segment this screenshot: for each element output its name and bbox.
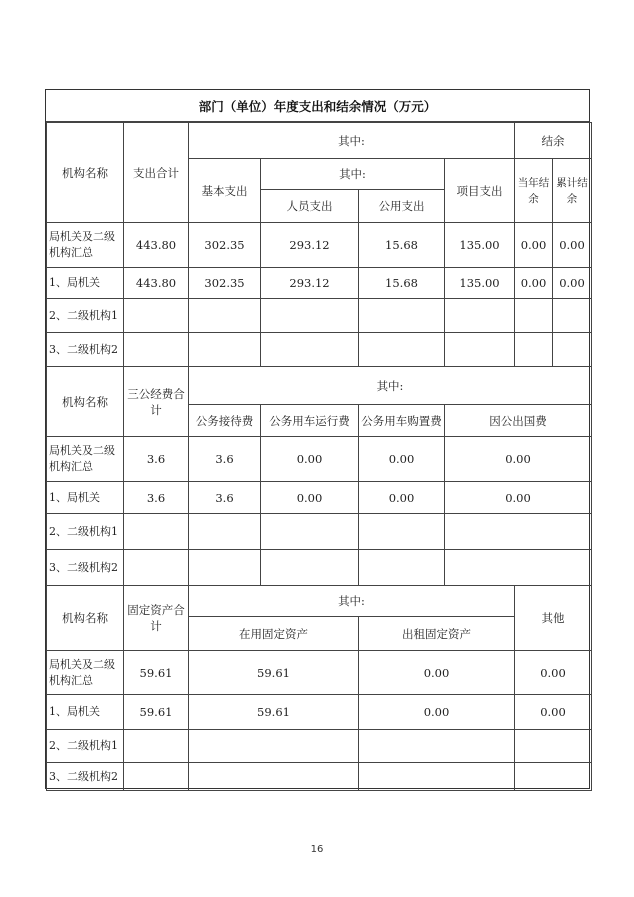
row-org-name: 1、局机关 (47, 268, 124, 299)
cell-other (515, 763, 592, 791)
table-row (47, 763, 592, 791)
cell-in-use: 59.61 (189, 651, 359, 695)
cell-car-operation (261, 514, 359, 550)
fixed-assets-table (46, 585, 592, 791)
cell-reception: 3.6 (189, 482, 261, 514)
row-org-name: 3、二级机构2 (47, 333, 124, 367)
header-of-which: 其中: (189, 367, 592, 405)
cell-cumulative (553, 333, 592, 367)
cell-project: 135.00 (445, 223, 515, 268)
cell-cumulative: 0.00 (553, 268, 592, 299)
cell-in-use (189, 730, 359, 763)
cell-abroad (445, 514, 592, 550)
row-org-name: 局机关及二级机构汇总 (47, 437, 124, 482)
cell-cumulative: 0.00 (553, 223, 592, 268)
row-org-name: 3、二级机构2 (47, 763, 124, 791)
header-public-expenditure: 公用支出 (359, 190, 445, 223)
cell-reception (189, 514, 261, 550)
page-number: 16 (310, 844, 324, 855)
header-in-use-assets: 在用固定资产 (189, 617, 359, 651)
header-fixed-assets-total: 固定资产合计 (124, 586, 189, 651)
cell-personnel (261, 299, 359, 333)
cell-car-purchase: 0.00 (359, 437, 445, 482)
cell-public: 15.68 (359, 223, 445, 268)
cell-public (359, 333, 445, 367)
cell-total (124, 763, 189, 791)
header-car-purchase: 公务用车购置费 (359, 405, 445, 437)
cell-abroad: 0.00 (445, 482, 592, 514)
report-title: 部门（单位）年度支出和结余情况（万元） (46, 90, 589, 122)
cell-basic (189, 333, 261, 367)
header-cumulative-balance: 累计结余 (553, 159, 592, 223)
cell-current (515, 299, 553, 333)
cell-car-purchase: 0.00 (359, 482, 445, 514)
cell-car-purchase (359, 550, 445, 586)
cell-in-use (189, 763, 359, 791)
table-row (47, 268, 592, 299)
expenditure-table (46, 122, 592, 367)
header-balance: 结余 (515, 123, 592, 159)
row-org-name: 局机关及二级机构汇总 (47, 651, 124, 695)
header-of-which-basic: 其中: (261, 159, 445, 190)
cell-total: 443.80 (124, 223, 189, 268)
cell-project (445, 299, 515, 333)
cell-total: 3.6 (124, 482, 189, 514)
header-current-year-balance: 当年结余 (515, 159, 553, 223)
cell-rented (359, 730, 515, 763)
cell-car-operation (261, 550, 359, 586)
cell-current: 0.00 (515, 223, 553, 268)
table-row (47, 299, 592, 333)
table-row (47, 333, 592, 367)
cell-in-use: 59.61 (189, 695, 359, 730)
cell-project: 135.00 (445, 268, 515, 299)
cell-current: 0.00 (515, 268, 553, 299)
table-row (47, 223, 592, 268)
row-org-name: 2、二级机构1 (47, 730, 124, 763)
header-org-name: 机构名称 (47, 123, 124, 223)
header-total-expenditure: 支出合计 (124, 123, 189, 223)
cell-abroad (445, 550, 592, 586)
three-public-expenses-table (46, 366, 592, 586)
table-row (47, 514, 592, 550)
cell-total: 3.6 (124, 437, 189, 482)
cell-total (124, 514, 189, 550)
cell-total (124, 299, 189, 333)
cell-car-operation: 0.00 (261, 482, 359, 514)
cell-total (124, 550, 189, 586)
table-row (47, 730, 592, 763)
header-car-operation: 公务用车运行费 (261, 405, 359, 437)
cell-total (124, 333, 189, 367)
cell-personnel: 293.12 (261, 223, 359, 268)
row-org-name: 2、二级机构1 (47, 299, 124, 333)
cell-other: 0.00 (515, 651, 592, 695)
cell-basic: 302.35 (189, 268, 261, 299)
cell-reception (189, 550, 261, 586)
header-other: 其他 (515, 586, 592, 651)
cell-rented: 0.00 (359, 695, 515, 730)
cell-personnel: 293.12 (261, 268, 359, 299)
cell-project (445, 333, 515, 367)
report-sheet (45, 89, 590, 789)
cell-basic: 302.35 (189, 223, 261, 268)
header-abroad: 因公出国费 (445, 405, 592, 437)
header-personnel-expenditure: 人员支出 (261, 190, 359, 223)
header-project-expenditure: 项目支出 (445, 159, 515, 223)
cell-basic (189, 299, 261, 333)
table-row (47, 695, 592, 730)
table-row (47, 651, 592, 695)
header-of-which: 其中: (189, 586, 515, 617)
header-three-public-total: 三公经费合计 (124, 367, 189, 437)
header-reception: 公务接待费 (189, 405, 261, 437)
cell-current (515, 333, 553, 367)
header-of-which: 其中: (189, 123, 515, 159)
row-org-name: 局机关及二级机构汇总 (47, 223, 124, 268)
table-row (47, 550, 592, 586)
cell-personnel (261, 333, 359, 367)
cell-rented (359, 763, 515, 791)
cell-cumulative (553, 299, 592, 333)
cell-public (359, 299, 445, 333)
cell-other: 0.00 (515, 695, 592, 730)
header-basic-expenditure: 基本支出 (189, 159, 261, 223)
row-org-name: 2、二级机构1 (47, 514, 124, 550)
header-org-name: 机构名称 (47, 367, 124, 437)
cell-rented: 0.00 (359, 651, 515, 695)
cell-total: 59.61 (124, 651, 189, 695)
cell-reception: 3.6 (189, 437, 261, 482)
table-row (47, 437, 592, 482)
cell-total: 59.61 (124, 695, 189, 730)
cell-car-purchase (359, 514, 445, 550)
cell-car-operation: 0.00 (261, 437, 359, 482)
cell-total: 443.80 (124, 268, 189, 299)
table-row (47, 482, 592, 514)
cell-public: 15.68 (359, 268, 445, 299)
header-org-name: 机构名称 (47, 586, 124, 651)
row-org-name: 3、二级机构2 (47, 550, 124, 586)
row-org-name: 1、局机关 (47, 695, 124, 730)
cell-total (124, 730, 189, 763)
row-org-name: 1、局机关 (47, 482, 124, 514)
cell-other (515, 730, 592, 763)
header-rented-assets: 出租固定资产 (359, 617, 515, 651)
cell-abroad: 0.00 (445, 437, 592, 482)
